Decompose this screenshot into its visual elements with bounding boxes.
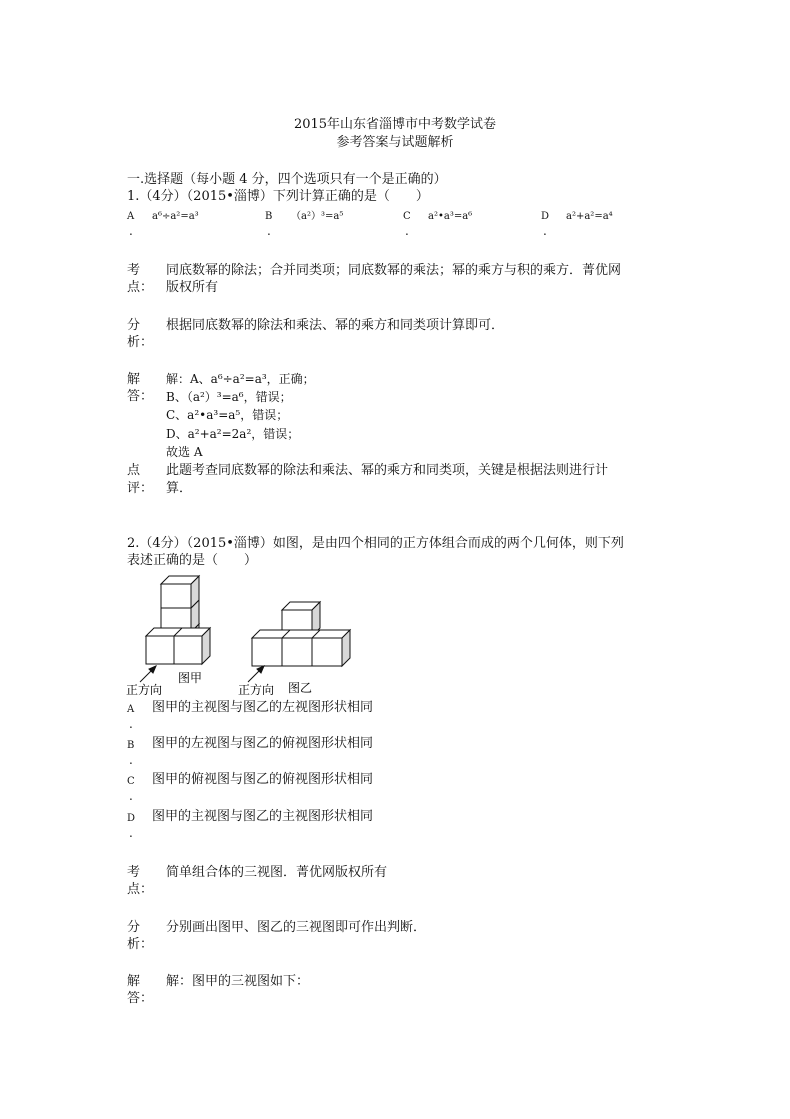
q2-option-d-text: 图甲的主视图与图乙的主视图形状相同 <box>152 809 374 824</box>
q1-jieda-label-1: 解 <box>127 372 141 387</box>
q1-dianping-text-2: 算． <box>166 481 193 496</box>
q1-dianping-text-1: 此题考查同底数幂的除法和乘法、幂的乘方和同类项，关键是根据法则进行计 <box>166 463 609 478</box>
q2-option-a-dot: . <box>129 717 133 731</box>
q1-jieda-line-4: D、a²+a²=2a²，错误； <box>166 427 300 441</box>
q1-kaodian-label-1: 考 <box>127 263 141 278</box>
q1-fenxi-label-1: 分 <box>127 318 141 333</box>
q2-option-b-text: 图甲的左视图与图乙的俯视图形状相同 <box>152 736 374 751</box>
q2-fenxi-label-2: 析： <box>127 937 154 952</box>
q2-option-d-dot: . <box>129 826 133 840</box>
q2-kaodian-label-1: 考 <box>127 865 141 880</box>
q1-jieda-line-2: B、（a²）³=a⁶，错误； <box>166 390 292 404</box>
q1-fenxi-label-2: 析： <box>127 335 154 350</box>
q1-kaodian-text-1: 同底数幂的除法；合并同类项；同底数幂的乘法；幂的乘方与积的乘方．菁优网 <box>166 263 622 278</box>
option-d-letter: D <box>541 211 550 222</box>
q1-jieda-line-1: 解：A、a⁶÷a²=a³，正确； <box>166 372 315 386</box>
figure-yi-cubes <box>252 602 350 666</box>
q2-jieda-label-1: 解 <box>127 974 141 989</box>
option-c-dot: . <box>405 224 409 238</box>
q2-option-c-text: 图甲的俯视图与图乙的俯视图形状相同 <box>152 772 374 787</box>
q2-kaodian-label-2: 点： <box>127 882 154 897</box>
q2-jieda-text: 解：图甲的三视图如下： <box>166 974 310 989</box>
q2-option-c-letter: C <box>127 776 135 787</box>
option-d-text: a²+a²=a⁴ <box>566 211 613 222</box>
page-title: 2015年山东省淄博市中考数学试卷 <box>293 117 497 132</box>
q2-option-b-dot: . <box>129 753 133 767</box>
question-1-stem: 1.（4分）（2015•淄博）下列计算正确的是（ ） <box>127 189 429 204</box>
q2-jieda-label-2: 答： <box>127 991 154 1006</box>
q1-kaodian-text-2: 版权所有 <box>166 280 219 295</box>
q1-jieda-line-3: C、a²•a³=a⁵，错误； <box>166 408 289 422</box>
q1-dianping-label-1: 点 <box>127 463 141 478</box>
option-a-dot: . <box>129 224 133 238</box>
figure-jia-label: 图甲 <box>178 671 203 685</box>
option-d-dot: . <box>543 224 547 238</box>
cube-figure <box>120 568 360 700</box>
q1-jieda-line-5: 故选 A <box>166 445 203 459</box>
page-subtitle: 参考答案与试题解析 <box>336 135 454 150</box>
option-a-text: a⁶÷a²=a³ <box>152 211 199 222</box>
q2-fenxi-label-1: 分 <box>127 920 141 935</box>
option-b-letter: B <box>265 211 273 222</box>
figure-yi-direction: 正方向 <box>238 683 275 697</box>
section-heading: 一.选择题（每小题 4 分，四个选项只有一个是正确的） <box>127 172 447 187</box>
option-b-text: （a²）³=a⁵ <box>291 211 344 222</box>
q1-jieda-label-2: 答： <box>127 389 154 404</box>
q1-kaodian-label-2: 点： <box>127 280 154 295</box>
q2-fenxi-text: 分别画出图甲、图乙的三视图即可作出判断． <box>166 920 427 935</box>
figure-jia-direction: 正方向 <box>126 683 163 697</box>
q2-option-c-dot: . <box>129 789 133 803</box>
q1-dianping-label-2: 评： <box>127 481 154 496</box>
option-a-letter: A <box>127 211 135 222</box>
question-2-stem-2: 表述正确的是（ ） <box>127 553 258 568</box>
figure-yi-label: 图乙 <box>288 681 313 695</box>
q2-option-b-letter: B <box>127 740 135 751</box>
option-c-letter: C <box>403 211 411 222</box>
q2-option-a-text: 图甲的主视图与图乙的左视图形状相同 <box>152 700 374 715</box>
question-2-stem-1: 2.（4分）（2015•淄博）如图，是由四个相同的正方体组合而成的两个几何体，则下列 <box>127 536 624 551</box>
q2-kaodian-text: 简单组合体的三视图．菁优网版权所有 <box>166 865 388 880</box>
figure-jia-cubes <box>146 576 210 664</box>
option-c-text: a²•a³=a⁶ <box>428 211 473 222</box>
q2-option-a-letter: A <box>127 704 135 715</box>
option-b-dot: . <box>267 224 271 238</box>
q2-option-d-letter: D <box>127 813 136 824</box>
q1-fenxi-text: 根据同底数幂的除法和乘法、幂的乘方和同类项计算即可． <box>166 318 505 333</box>
